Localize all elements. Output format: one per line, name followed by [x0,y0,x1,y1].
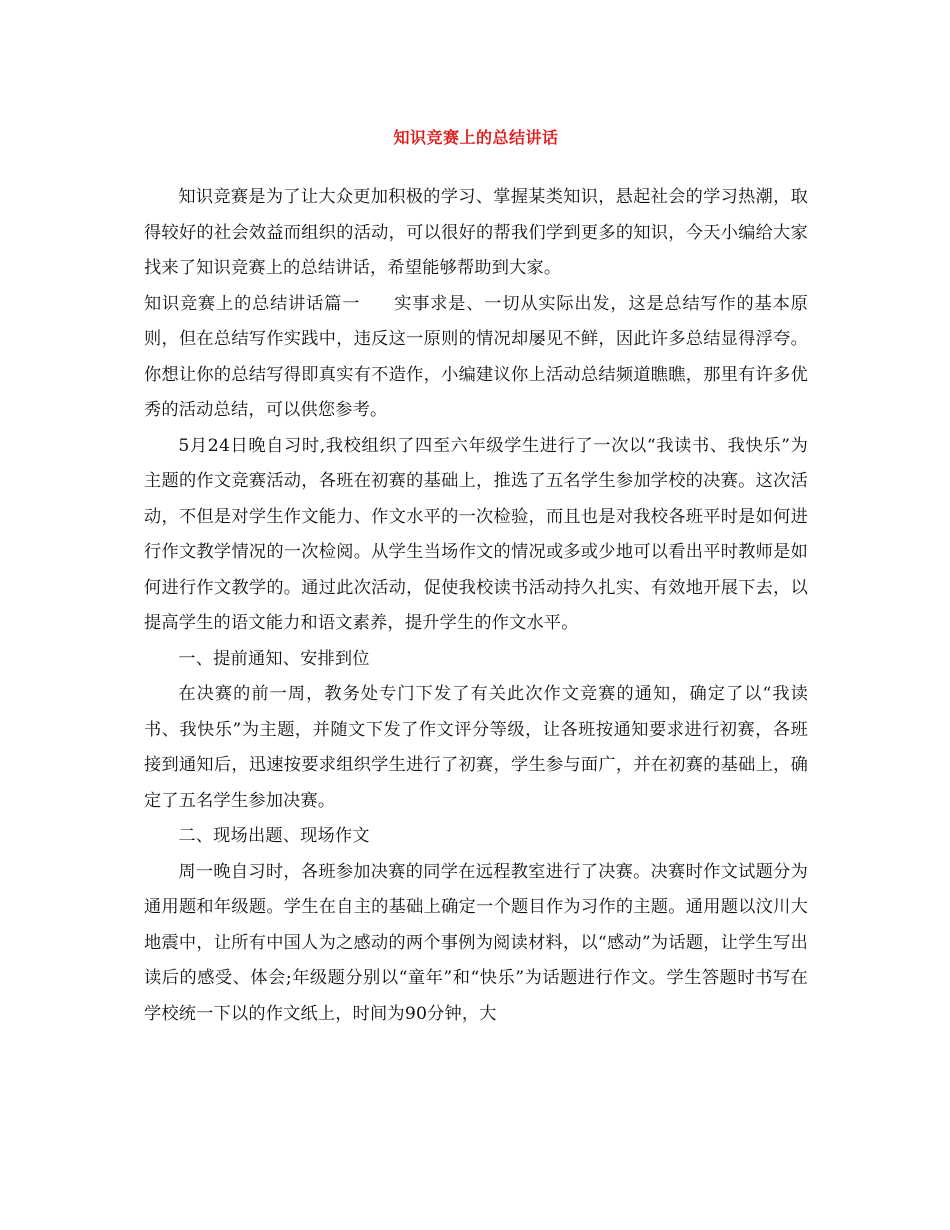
document-title: 知识竞赛上的总结讲话 [393,128,559,147]
subheading-onsite: 二、现场出题、现场作文 [178,826,370,846]
notice-paragraph: 在决赛的前一周，教务处专门下发了有关此次作文竞赛的通知，确定了以“我读书、我快乐”为主题，并随文下发了作文评分等级，让各班按通知要求进行初赛，各班接到通知后，迅速按要求组织学生进行了初赛，学生参与面广，并在初赛的基础上，确定了五名学生参加决赛。 [144,684,808,811]
event-paragraph: 5月24日晚自习时,我校组织了四至六年级学生进行了一次以“我读书、我快乐”为主题的作文竞赛活动，各班在初赛的基础上，推选了五名学生参加学校的决赛。这次活动，不但是对学生作文能力、作文水平的一次检验，而且也是对我校各班平时是如何进行作文教学情况的一次检阅。从学生当场作文的情况或多或少地可以看出平时教师是如何进行作文教学的。通过此次活动，促使我校读书活动持久扎实、有效地开展下去，以提高学生的语文能力和语文素养，提升学生的作文水平。 [144,435,808,633]
subheading-notice: 一、提前通知、安排到位 [178,648,370,669]
onsite-paragraph: 周一晚自习时，各班参加决赛的同学在远程教室进行了决赛。决赛时作文试题分为通用题和年级题。学生在自主的基础上确定一个题目作为习作的主题。通用题以汶川大地震中，让所有中国人为之感动的两个事例为阅读材料，以“感动”为话题，让学生写出读后的感受、体会;年级题分别以“童年”和“快乐”为话题进行作文。学生答题时书写在学校统一下以的作文纸上，时间为90分钟，大 [144,861,808,1024]
section-heading: 知识竞赛上的总结讲话篇一 [144,293,361,314]
section-paragraph [144,287,808,429]
document-body [144,180,808,1032]
section-text: 实事求是、一切从实际出发，这是总结写作的基本原则，但在总结写作实践中，违反这一原则的情况却屡见不鲜，因此许多总结显得浮夸。你想让你的总结写得即真实有不造作，小编建议你上活动总结频道瞧瞧，那里有许多优秀的活动总结，可以供您参考。 [144,293,808,420]
intro-paragraph: 知识竞赛是为了让大众更加积极的学习、掌握某类知识，悬起社会的学习热潮，取得较好的社会效益而组织的活动，可以很好的帮我们学到更多的知识，今天小编给大家找来了知识竞赛上的总结讲话，希望能够帮助到大家。 [144,187,808,278]
